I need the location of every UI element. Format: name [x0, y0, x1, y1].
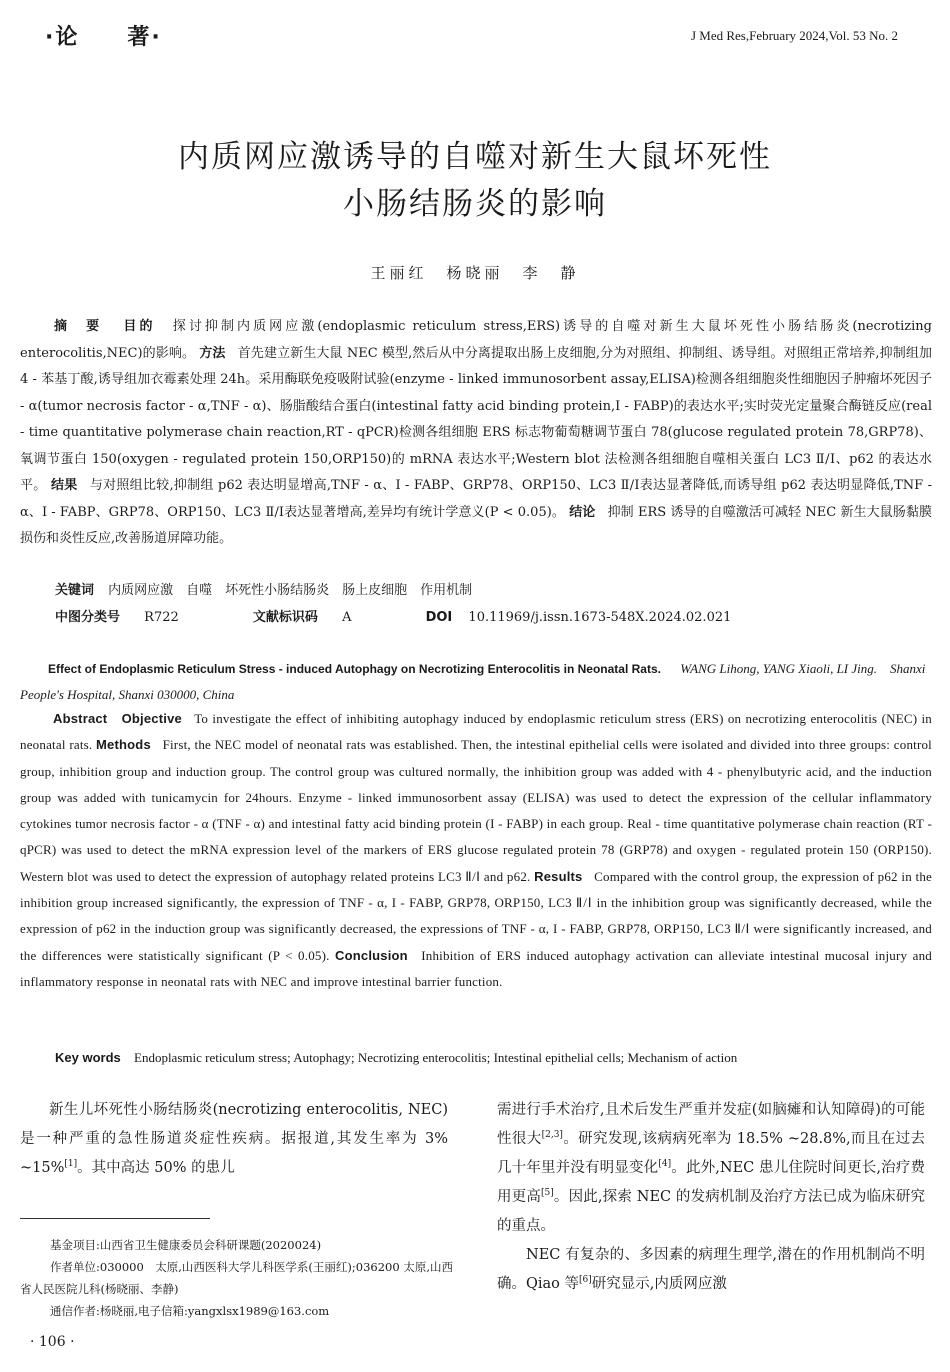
english-authors-affiliation: WANG Lihong, YANG Xiaoli, LI Jing. Shanxi People's Hospital, Shanxi 030000, China — [20, 661, 926, 702]
objective-en-text: To investigate the effect of inhibiting autophagy induced by endoplasmic reticulum stress (ERS) on necrotizing enterocolitis (NEC) in neonatal rats. — [20, 711, 933, 753]
methods-en-label: Methods — [96, 737, 151, 753]
results-en-label: Results — [534, 868, 583, 884]
body-right-text-e: NEC 有复杂的、多因素的病理生理学,潜在的作用机制尚不明确。Qiao 等 — [497, 1247, 925, 1292]
clc-value: R722 — [144, 610, 179, 625]
methods-cn-text: 首先建立新生大鼠 NEC 模型,然后从中分离提取出肠上皮细胞,分为对照组、抑制组、诱导组。对照组正常培养,抑制组加 4 - 苯基丁酸,诱导组加衣霉素处理 24h。采用酶联免疫吸附试验(enzyme - linked immunosorbent assay,ELISA)检测各组细胞炎性细胞因子肿瘤坏死因子 - α(tumor necrosis factor - α,TNF - α)、肠脂酸结合蛋白(intestinal fatty acid binding protein,I - FABP)的表达水平;实时荧光定量聚合酶链反应(real - time quantitative polymerase chain reaction,RT - qPCR)检测各组细胞 ERS 标志物葡萄糖调节蛋白 78(glucose regulated protein 78,GRP78)、氧调节蛋白 150(oxygen - regulated protein 150,ORP150)的 mRNA 表达水平;Western blot 法检测各组细胞自噬相关蛋白 LC3 Ⅱ/Ⅰ、p62 的表达水平。 — [20, 345, 932, 493]
results-cn-label: 结果 — [50, 478, 78, 493]
section-label: ·论 著· — [45, 25, 162, 50]
abstract-cn — [20, 314, 932, 553]
body-left-text-b: 。其中高达 50% 的患儿 — [77, 1160, 235, 1176]
doi-value: 10.11969/j.issn.1673-548X.2024.02.021 — [468, 610, 732, 625]
keywords-cn — [55, 579, 472, 603]
body-right-text-c: 。此外,NEC 患儿住院时间更长,治疗费用更高 — [497, 1160, 925, 1205]
objective-cn-text: 探讨抑制内质网应激(endoplasmic reticulum stress,ERS)诱导的自噬对新生大鼠坏死性小肠结肠炎(necrotizing enterocolitis,NEC)的影响。 — [20, 319, 932, 361]
english-title-block — [20, 656, 932, 708]
abstract-en — [20, 706, 932, 995]
citation-ref: [2,3] — [541, 1130, 563, 1141]
abstract-en-label: Abstract — [53, 711, 108, 726]
classification-line — [55, 606, 935, 630]
footnote-affiliation: 作者单位:030000 太原,山西医科大学儿科医学系(王丽红);036200 太原,山西省人民医院儿科(杨晓丽、李静) — [20, 1260, 453, 1296]
results-en-text: Compared with the control group, the expression of p62 in the inhibition group increased significantly, the expression of TNF - α, I - FABP, GRP78, ORP150, LC3 Ⅱ/Ⅰ in the inhibition group was significantly decreased, while the expression of p62 in the induction group was significantly decreased, the expressions of TNF - α, I - FABP, GRP78, ORP150, LC3 Ⅱ/Ⅰ were significantly increased, and the differences were statistically significant (P < 0.05). — [20, 868, 933, 963]
methods-cn-label: 方法 — [199, 345, 226, 361]
doi-label: DOI — [425, 610, 453, 625]
keywords-en-text: Endoplasmic reticulum stress; Autophagy; Necrotizing enterocolitis; Intestinal epithelial cells; Mechanism of action — [134, 1050, 738, 1065]
body-right-column — [497, 1096, 925, 1299]
keywords-en — [55, 1050, 737, 1066]
citation-ref: [4] — [658, 1159, 672, 1170]
body-left-column — [20, 1096, 448, 1183]
english-title: Effect of Endoplasmic Reticulum Stress - induced Autophagy on Necrotizing Enterocolitis in Neonatal Rats. — [48, 662, 661, 676]
footnote-correspondence: 通信作者:杨晓丽,电子信箱:yangxlsx1989@163.com — [50, 1304, 330, 1318]
methods-en-text: First, the NEC model of neonatal rats was established. Then, the intestinal epithelial cells were isolated and divided into three groups: control group, inhibition group and induction group. The control group was cultured normally, the inhibition group was added with 4 - phenylbutyric acid, and the induction group was added with tunicamycin for 24hours. Enzyme - linked immunosorbent assay (ELISA) was used to detect the expression of the cellular inflammatory cytokines tumor necrosis factor - α (TNF - α) and intestinal fatty acid binding protein (I - FABP) in each group. Real - time quantitative polymerase chain reaction (RT - qPCR) was used to detect the mRNA expression level of the markers of ERS glucose regulated protein 78 (GRP78) and oxygen - regulated protein 150 (ORP150). Western blot was used to detect the expression of autophagy related proteins LC3 Ⅱ/Ⅰ and p62. — [20, 737, 932, 884]
footnotes — [20, 1234, 460, 1322]
page-number: · 106 · — [30, 1334, 75, 1350]
citation-ref: [5] — [541, 1188, 554, 1199]
body-right-paragraph-1 — [497, 1096, 925, 1241]
body-left-text-a: 新生儿坏死性小肠结肠炎(necrotizing enterocolitis, NEC)是一种严重的急性肠道炎症性疾病。据报道,其发生率为 3% ~15% — [20, 1102, 448, 1176]
author-list: 王丽红 杨晓丽 李 静 — [370, 264, 580, 282]
conclusion-cn-text: 抑制 ERS 诱导的自噬激活可减轻 NEC 新生大鼠肠黏膜损伤和炎性反应,改善肠道屏障功能。 — [20, 504, 932, 546]
doc-code-value: A — [342, 610, 352, 625]
journal-citation: J Med Res,February 2024,Vol. 53 No. 2 — [690, 28, 898, 43]
objective-cn-label: 目的 — [123, 319, 156, 334]
doc-code-label: 文献标识码 — [252, 610, 318, 625]
citation-ref: [6] — [579, 1275, 592, 1286]
body-right-text-a: 需进行手术治疗,且术后发生严重并发症(如脑瘫和认知障碍)的可能性很大 — [497, 1102, 925, 1147]
keywords-cn-label: 关键词 — [55, 583, 95, 598]
footnote-fund: 基金项目:山西省卫生健康委员会科研课题(2020024) — [50, 1238, 322, 1252]
citation-ref: [1] — [64, 1159, 78, 1170]
results-cn-text: 与对照组比较,抑制组 p62 表达明显增高,TNF - α、I - FABP、GRP78、ORP150、LC3 Ⅱ/Ⅰ表达显著降低,而诱导组 p62 表达明显降低,TNF - α、I - FABP、GRP78、ORP150、LC3 Ⅱ/Ⅰ表达显著增高,差异均有统计学意义(P < 0.05)。 — [20, 478, 932, 520]
objective-en-label: Objective — [121, 711, 182, 726]
body-right-text-d: 。因此,探索 NEC 的发病机制及治疗方法已成为临床研究的重点。 — [497, 1189, 926, 1234]
body-right-text-f: 研究显示,内质网应激 — [591, 1276, 727, 1292]
article-title-line1: 内质网应激诱导的自噬对新生大鼠坏死性 — [178, 139, 772, 175]
keywords-cn-text: 内质网应激 自噬 坏死性小肠结肠炎 肠上皮细胞 作用机制 — [108, 583, 473, 598]
keywords-en-label: Key words — [55, 1050, 121, 1065]
body-right-text-b: 。研究发现,该病病死率为 18.5% ~28.8%,而且在过去几十年里并没有明显变化 — [497, 1131, 926, 1176]
conclusion-en-text: Inhibition of ERS induced autophagy activation can alleviate intestinal mucosal injury and inflammatory response in neonatal rats with NEC and improve intestinal barrier function. — [20, 947, 932, 989]
conclusion-en-label: Conclusion — [335, 947, 408, 963]
abstract-cn-label: 摘 要 — [54, 319, 103, 334]
conclusion-cn-label: 结论 — [569, 504, 596, 520]
footnote-divider — [20, 1218, 210, 1219]
body-right-paragraph-2 — [497, 1241, 925, 1299]
article-title-line2: 小肠结肠炎的影响 — [343, 186, 607, 222]
clc-label: 中图分类号 — [55, 610, 121, 625]
